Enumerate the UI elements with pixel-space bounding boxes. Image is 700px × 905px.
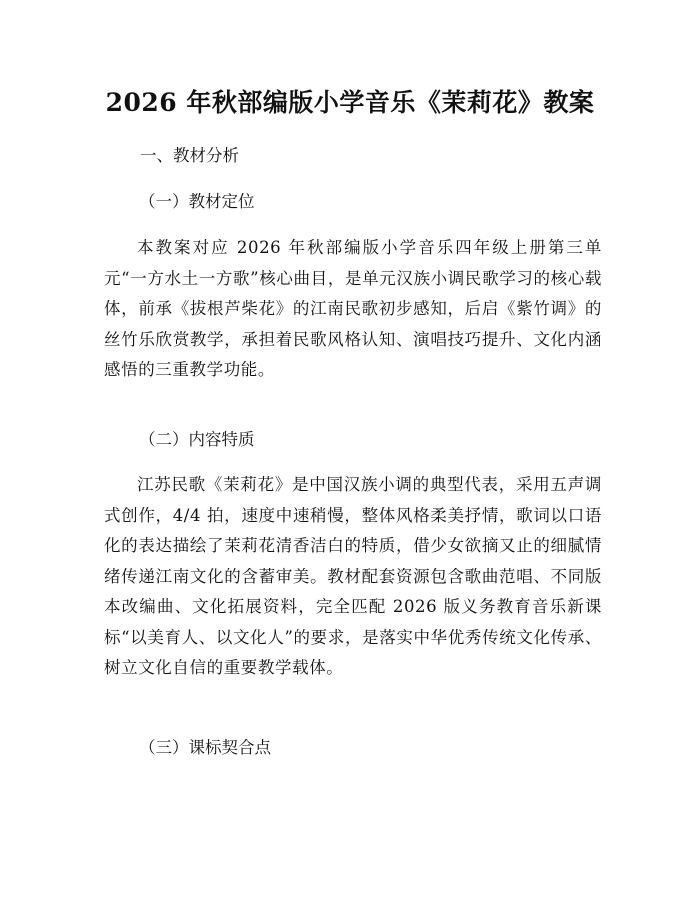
section-heading-textbook-analysis: 一、教材分析: [140, 146, 239, 165]
subsection-heading-content-qualities: （二）内容特质: [139, 430, 255, 449]
paragraph-content-qualities: 江苏民歌《茉莉花》是中国汉族小调的典型代表，采用五声调式创作，4/4 拍，速度中速稍慢，整体风格柔美抒情，歌词以口语化的表达描绘了茉莉花清香洁白的特质，借少女欲摘又止的细腻情绪传递江南文化的含蓄审美。教材配套资源包含歌曲范唱、不同版本改编曲、文化拓展资料，完全匹配 2026 版义务教育音乐新课标“以美育人、以文化人”的要求，是落实中华优秀传统文化传承、树立文化自信的重要教学载体。: [104, 475, 602, 677]
subsection-heading-curriculum-standards: （三）课标契合点: [139, 738, 271, 757]
paragraph-positioning: 本教案对应 2026 年秋部编版小学音乐四年级上册第三单元“一方水土一方歌”核心曲目，是单元汉族小调民歌学习的核心载体，前承《拔根芦柴花》的江南民歌初步感知，后启《紫竹调》的丝竹乐欣赏教学，承担着民歌风格认知、演唱技巧提升、文化内涵感悟的三重教学功能。: [104, 238, 602, 379]
subsection-heading-positioning: （一）教材定位: [139, 192, 255, 211]
document-title: 2026 年秋部编版小学音乐《茉莉花》教案: [105, 88, 595, 117]
